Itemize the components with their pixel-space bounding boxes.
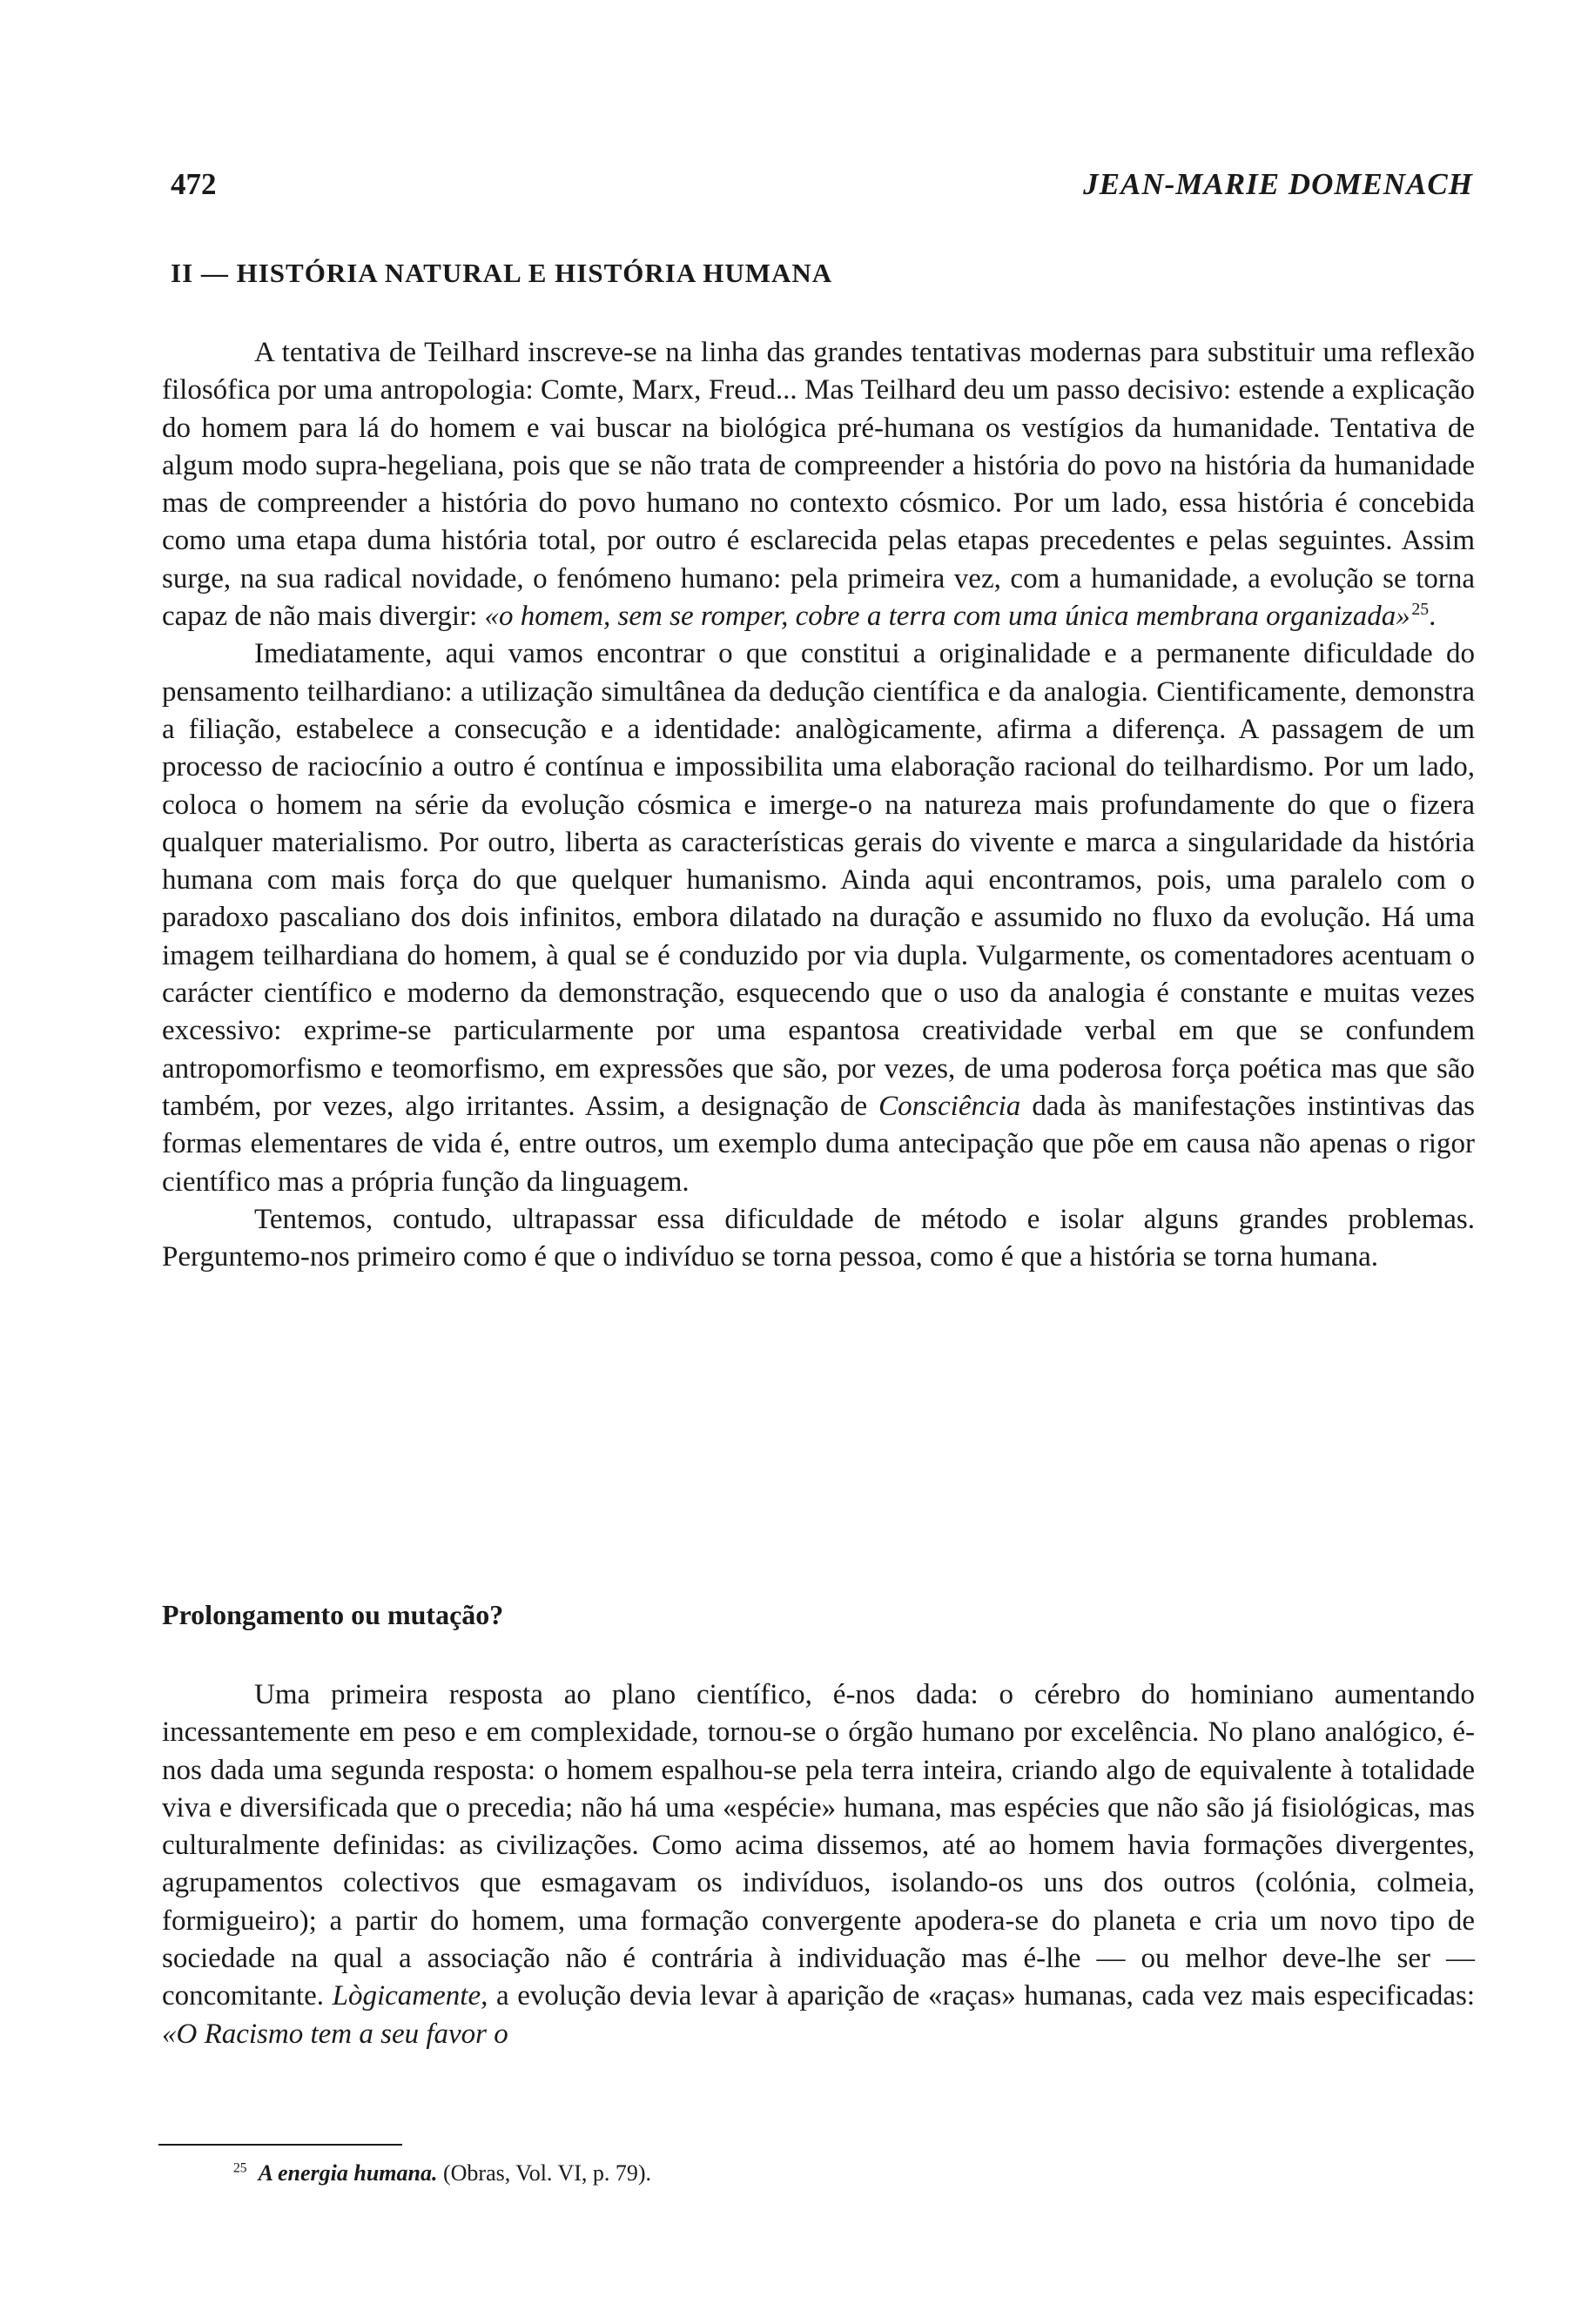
footnote: [233, 2160, 651, 2186]
subheading: Prolongamento ou mutação?: [162, 1599, 504, 1630]
italic-term: Consciência: [878, 1090, 1021, 1122]
paragraph-text: Imediatamente, aqui vamos encontrar o que constitui a originalidade e a permanente dificuldade do pensamento teilhardiano: a utilização simultânea da dedução científica e da analogia. Cientificamente, demonstra a filiação, estabelece a consecução e a identidade: analògicamente, afirma a diferença. A passagem de um processo de raciocínio a outro é contínua e impossibilita uma elaboração racional do teilhardismo. Por um lado, coloca o homem na série da evolução cósmica e imerge-o na natureza mais profundamente do que o fizera qualquer materialismo. Por outro, liberta as características gerais do vivente e marca a singularidade da história humana com mais força do que quelquer humanismo. Ainda aqui encontramos, pois, uma paralelo com o paradoxo pascaliano dos dois infinitos, embora dilatado na duração e assumido no fluxo da evolução. Há uma imagem teilhardiana do homem, à qual se é conduzido por via dupla. Vulgarmente, os comentadores acentuam o carácter científico e moderno da demonstração, esquecendo que o uso da analogia é constante e muitas vezes excessivo: exprime-se particularmente por uma espantosa creatividade verbal em que se confundem antropomorfismo e teomorfismo, em expressões que são, por vezes, de uma poderosa força poética mas que são também, por vezes, algo irritantes. Assim, a designação de: [162, 638, 1475, 1122]
page-number: 472: [171, 167, 217, 201]
paragraph: [162, 334, 1475, 635]
body-text-section-2: [162, 1676, 1475, 2053]
paragraph-text-end: .: [1429, 601, 1437, 633]
paragraph: [162, 1676, 1475, 2053]
quotation: «O Racismo tem a seu favor o: [162, 2018, 508, 2050]
running-header-author: JEAN-MARIE DOMENACH: [1083, 167, 1473, 201]
footnote-title: A energia humana.: [258, 2160, 438, 2186]
paragraph-text: Uma primeira resposta ao plano científico, é-nos dada: o cérebro do hominiano aumentando incessantemente em peso e em complexidade, tornou-se o órgão humano por excelência. No plano analógico, é-nos dada uma segunda resposta: o homem espalhou-se pela terra inteira, criando algo de equivalente à totalidade viva e diversificada que o precedia; não há uma «espécie» humana, mas espécies que não são já fisiológicas, mas culturalmente definidas: as civilizações. Como acima dissemos, até ao homem havia formações divergentes, agrupamentos colectivos que esmagavam os indivíduos, isolando-os uns dos outros (colónia, colmeia, formigueiro); a partir do homem, uma formação convergente apodera-se do planeta e cria um novo tipo de sociedade na qual a associação não é contrária à individuação mas é-lhe — ou melhor deve-lhe ser — concomitante.: [162, 1679, 1475, 2012]
footnote-reference: 25: [1411, 600, 1430, 620]
paragraph-text-continued: a evolução devia levar à aparição de «raças» humanas, cada vez mais especificadas:: [488, 1980, 1475, 2012]
footnote-divider: [158, 2144, 402, 2146]
quotation: «o homem, sem se romper, cobre a terra com uma única membrana organizada»: [484, 601, 1410, 633]
section-title: II — HISTÓRIA NATURAL E HISTÓRIA HUMANA: [171, 258, 833, 288]
paragraph: Tentemos, contudo, ultrapassar essa dificuldade de método e isolar alguns grandes problemas. Perguntemo-nos primeiro como é que o indivíduo se torna pessoa, como é que a história se torna humana.: [162, 1203, 1475, 1273]
paragraph: [162, 635, 1475, 1200]
footnote-reference-text: (Obras, Vol. VI, p. 79).: [443, 2160, 652, 2186]
body-text-section-1: [162, 334, 1475, 1276]
paragraph-text: A tentativa de Teilhard inscreve-se na linha das grandes tentativas modernas para substituir uma reflexão filosófica por uma antropologia: Comte, Marx, Freud... Mas Teilhard deu um passo decisivo: estende a explicação do homem para lá do homem e vai buscar na biológica pré-humana os vestígios da humanidade. Tentativa de algum modo supra-hegeliana, pois que se não trata de compreender a história do povo na história da humanidade mas de compreender a história do povo humano no contexto cósmico. Por um lado, essa história é concebida como uma etapa duma história total, por outro é esclarecida pelas etapas precedentes e pelas seguintes. Assim surge, na sua radical novidade, o fenómeno humano: pela primeira vez, com a humanidade, a evolução se torna capaz de não mais divergir:: [162, 337, 1475, 633]
italic-term: Lògicamente,: [332, 1980, 488, 2012]
paragraph-text-continued: dada às manifestações instintivas das formas elementares de vida é, entre outros, um exemplo duma antecipação que põe em causa não apenas o rigor científico mas a própria função da linguagem.: [162, 1090, 1475, 1198]
running-header: [171, 167, 1473, 211]
footnote-number: 25: [233, 2160, 247, 2176]
